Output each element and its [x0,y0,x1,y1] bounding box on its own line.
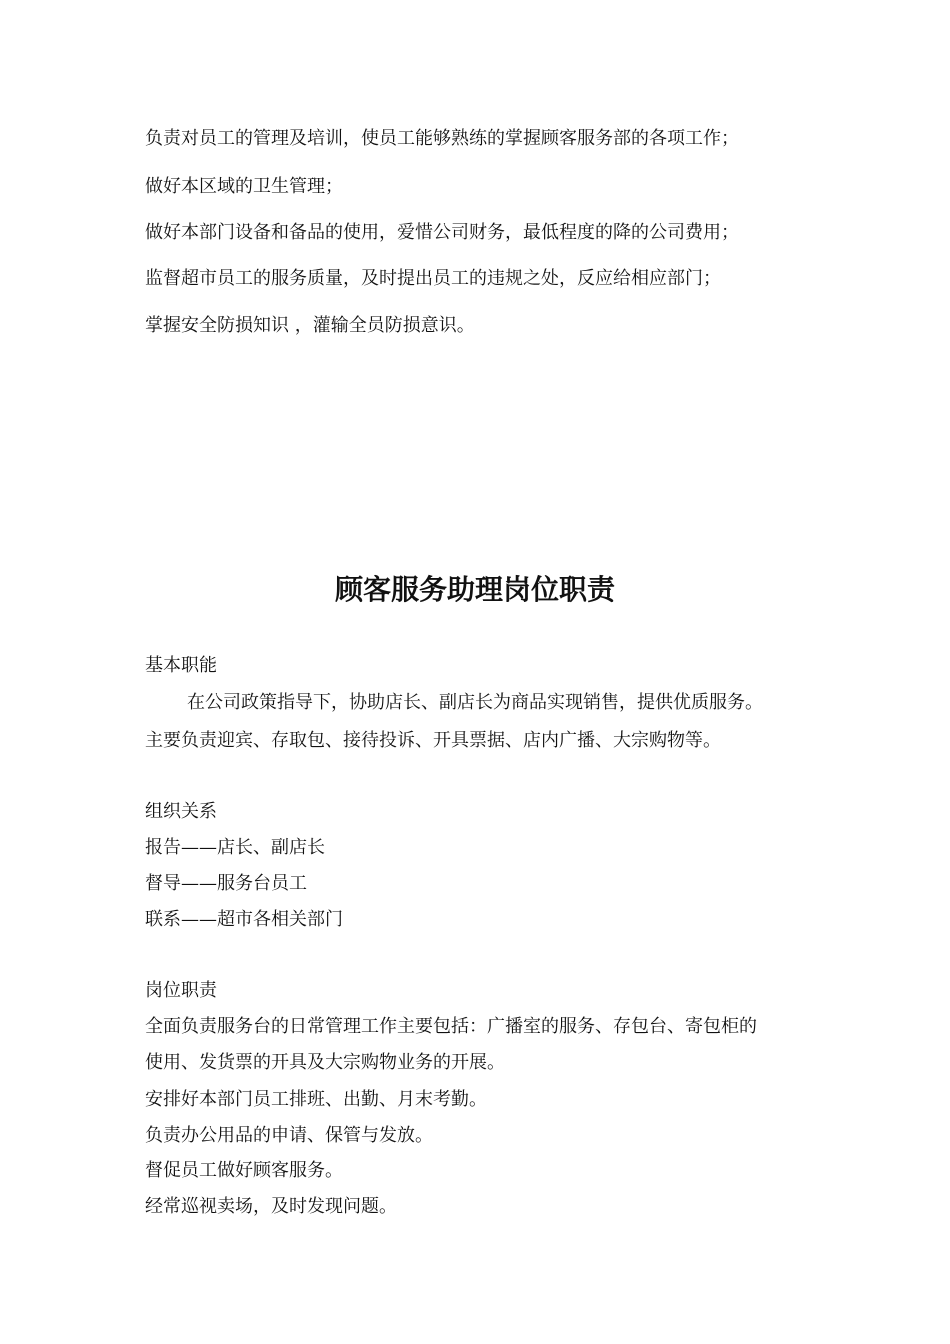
basic-function-line: 在公司政策指导下，协助店长、副店长为商品实现销售，提供优质服务。 [187,692,763,713]
duties-line: 负责办公用品的申请、保管与发放。 [145,1125,433,1146]
organization-item: 报告——店长、副店长 [145,837,325,858]
basic-function-line: 主要负责迎宾、存取包、接待投诉、开具票据、店内广播、大宗购物等。 [145,730,721,751]
duties-line: 经常巡视卖场，及时发现问题。 [145,1196,397,1217]
duties-line: 安排好本部门员工排班、出勤、月末考勤。 [145,1089,487,1110]
section-heading-duties: 岗位职责 [145,980,217,1001]
duty-line: 做好本区域的卫生管理； [145,176,343,197]
duty-line: 负责对员工的管理及培训，使员工能够熟练的掌握顾客服务部的各项工作； [145,128,739,149]
page-title: 顾客服务助理岗位职责 [334,573,615,606]
organization-item: 督导——服务台员工 [145,873,307,894]
duty-line: 监督超市员工的服务质量，及时提出员工的违规之处，反应给相应部门； [145,268,721,289]
duties-line: 督促员工做好顾客服务。 [145,1160,343,1181]
duty-line: 做好本部门设备和备品的使用，爱惜公司财务，最低程度的降的公司费用； [145,222,739,243]
duties-line: 使用、发货票的开具及大宗购物业务的开展。 [145,1052,505,1073]
section-heading-organization: 组织关系 [145,801,217,822]
section-heading-basic-function: 基本职能 [145,655,217,676]
organization-item: 联系——超市各相关部门 [145,909,343,930]
duty-line: 掌握安全防损知识 ，灌输全员防损意识。 [145,315,475,336]
duties-line: 全面负责服务台的日常管理工作主要包括：广播室的服务、存包台、寄包柜的 [145,1016,757,1037]
